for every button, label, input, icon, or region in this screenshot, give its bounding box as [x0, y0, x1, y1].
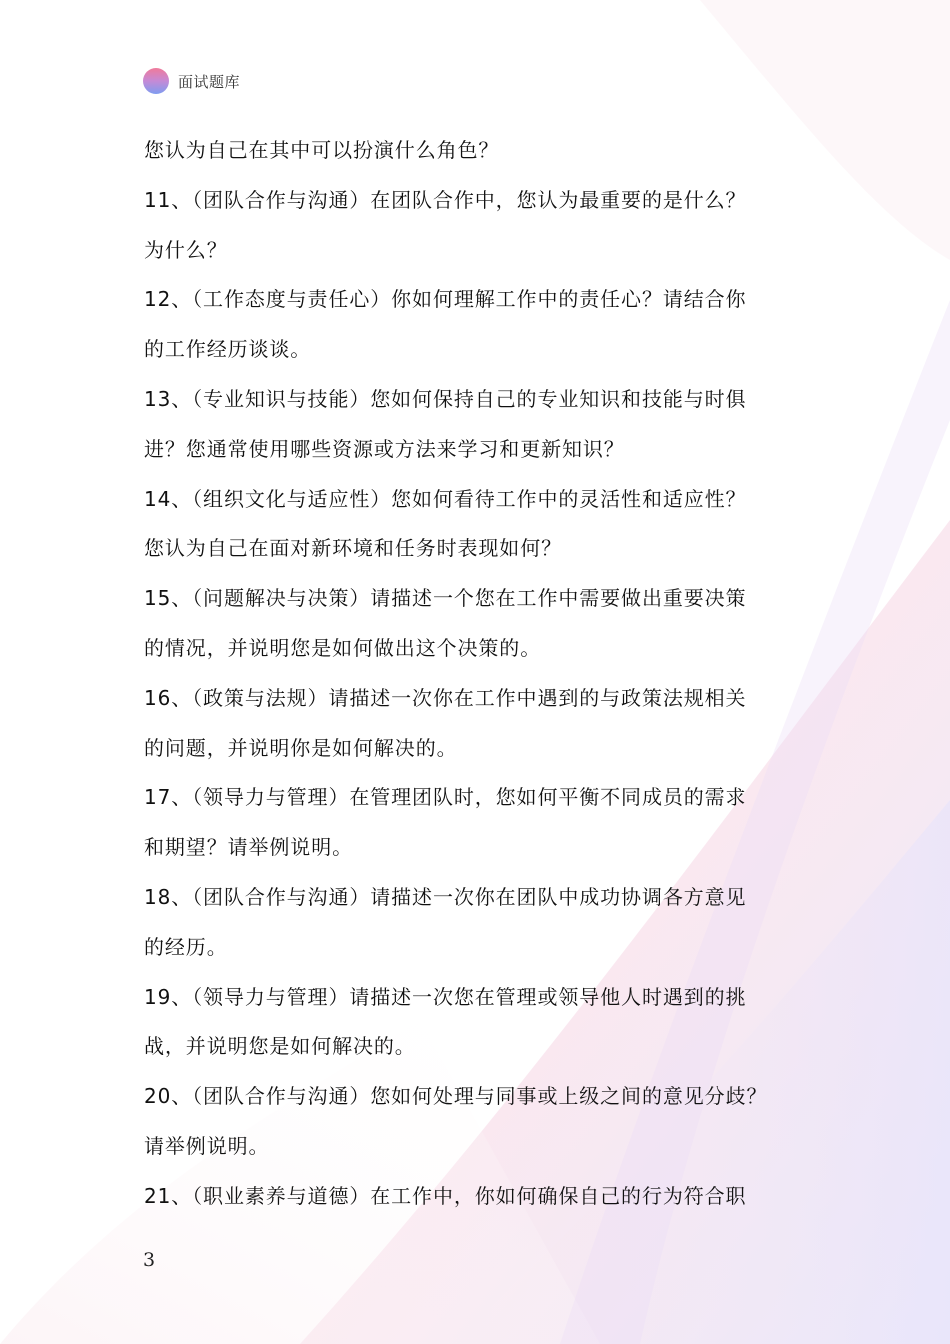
text-line: 的问题，并说明你是如何解决的。 [144, 735, 458, 760]
logo-icon [143, 68, 169, 94]
text-line: 您认为自己在面对新环境和任务时表现如何？ [144, 536, 562, 561]
text-line: 的情况，并说明您是如何做出这个决策的。 [144, 635, 542, 660]
document-body [144, 126, 834, 1222]
text-line: 14、（组织文化与适应性）您如何看待工作中的灵活性和适应性？ [144, 486, 747, 511]
text-line: 进？您通常使用哪些资源或方法来学习和更新知识？ [144, 436, 625, 461]
text-line: 18、（团队合作与沟通）请描述一次你在团队中成功协调各方意见 [144, 884, 747, 909]
text-line: 战，并说明您是如何解决的。 [144, 1034, 416, 1059]
page-number: 3 [143, 1249, 156, 1271]
page-header [143, 66, 240, 96]
text-line: 的经历。 [144, 934, 228, 959]
text-line: 11、（团队合作与沟通）在团队合作中，您认为最重要的是什么？ [144, 187, 747, 212]
header-title: 面试题库 [178, 72, 241, 91]
text-line: 13、（专业知识与技能）您如何保持自己的专业知识和技能与时俱 [144, 386, 747, 411]
text-line: 15、（问题解决与决策）请描述一个您在工作中需要做出重要决策 [144, 586, 747, 611]
text-line: 为什么？ [144, 237, 228, 262]
text-line: 16、（政策与法规）请描述一次你在工作中遇到的与政策法规相关 [144, 685, 747, 710]
text-line: 和期望？请举例说明。 [144, 835, 353, 860]
text-line: 17、（领导力与管理）在管理团队时，您如何平衡不同成员的需求 [144, 785, 747, 810]
text-line: 21、（职业素养与道德）在工作中，你如何确保自己的行为符合职 [144, 1183, 747, 1208]
text-line: 您认为自己在其中可以扮演什么角色？ [144, 138, 500, 162]
text-line: 12、（工作态度与责任心）你如何理解工作中的责任心？请结合你 [144, 287, 747, 312]
text-line: 请举例说明。 [144, 1133, 270, 1158]
text-line: 19、（领导力与管理）请描述一次您在管理或领导他人时遇到的挑 [144, 984, 747, 1009]
text-line: 20、（团队合作与沟通）您如何处理与同事或上级之间的意见分歧？ [144, 1084, 768, 1109]
text-line: 的工作经历谈谈。 [144, 337, 312, 362]
